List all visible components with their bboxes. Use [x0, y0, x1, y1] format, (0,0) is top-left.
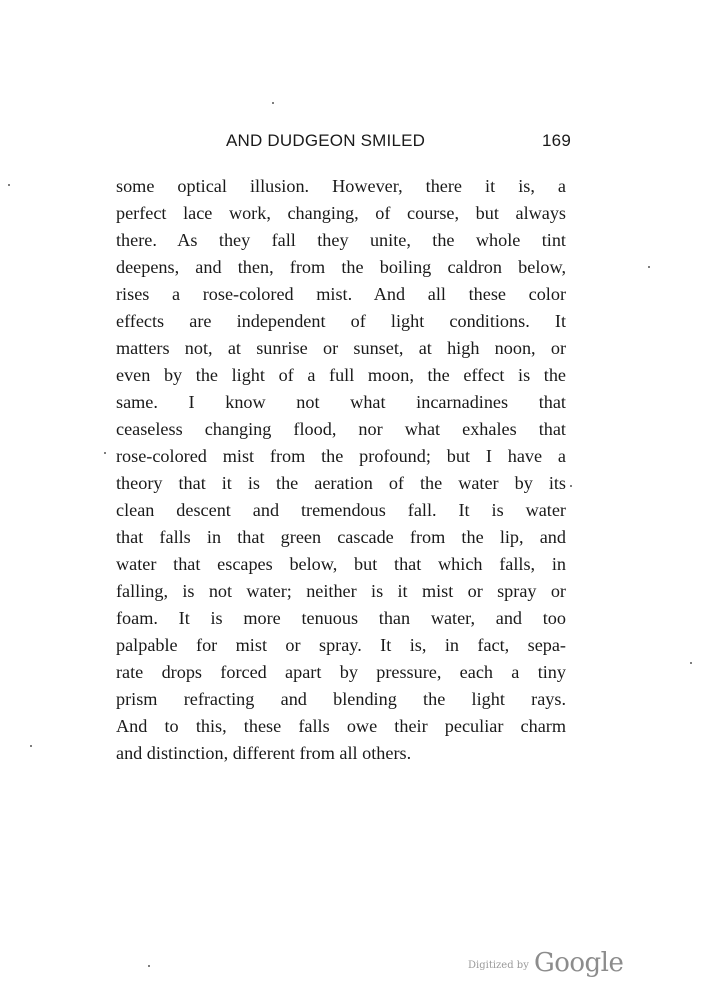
text-line: rose-colored mist from the profound; but I have a	[116, 446, 566, 466]
text-line: rises a rose-colored mist. And all these color	[116, 284, 566, 304]
text-line: clean descent and tremendous fall. It is water	[116, 500, 566, 520]
scan-speck	[648, 266, 650, 268]
digitized-by-google-watermark	[468, 948, 623, 982]
text-line: palpable for mist or spray. It is, in fact, sepa-	[116, 635, 566, 655]
scan-speck	[690, 662, 692, 664]
text-line: matters not, at sunrise or sunset, at high noon, or	[116, 338, 566, 358]
text-line: that falls in that green cascade from the lip, and	[116, 527, 566, 547]
scan-speck	[272, 102, 274, 104]
text-line: falling, is not water; neither is it mist or spray or	[116, 581, 566, 601]
watermark-prefix: Digitized by	[468, 960, 529, 971]
text-line: and distinction, different from all others.	[116, 743, 412, 763]
running-head	[226, 131, 571, 157]
text-line: rate drops forced apart by pressure, each a tiny	[116, 662, 566, 682]
scan-speck	[104, 452, 106, 454]
scan-speck	[148, 965, 150, 967]
text-line: deepens, and then, from the boiling caldron below,	[116, 257, 566, 277]
scan-speck	[570, 485, 572, 487]
google-logo: Google	[533, 948, 624, 978]
text-line: there. As they fall they unite, the whole tint	[116, 230, 566, 250]
text-line: same. I know not what incarnadines that	[116, 392, 566, 412]
scan-speck	[30, 745, 32, 747]
text-line: foam. It is more tenuous than water, and too	[116, 608, 566, 628]
running-title: AND DUDGEON SMILED	[226, 131, 426, 150]
text-line: And to this, these falls owe their peculiar charm	[116, 716, 566, 736]
text-line: water that escapes below, but that which falls, in	[116, 554, 566, 574]
text-line: perfect lace work, changing, of course, but always	[116, 203, 566, 223]
body-paragraph	[116, 173, 566, 767]
text-line: prism refracting and blending the light rays.	[116, 689, 566, 709]
text-line: even by the light of a full moon, the effect is the	[116, 365, 566, 385]
text-line: some optical illusion. However, there it is, a	[116, 176, 566, 196]
text-line: effects are independent of light conditions. It	[116, 311, 566, 331]
page-number: 169	[542, 131, 571, 150]
scan-speck	[8, 184, 10, 186]
text-line: theory that it is the aeration of the water by its	[116, 473, 566, 493]
text-line: ceaseless changing flood, nor what exhales that	[116, 419, 566, 439]
